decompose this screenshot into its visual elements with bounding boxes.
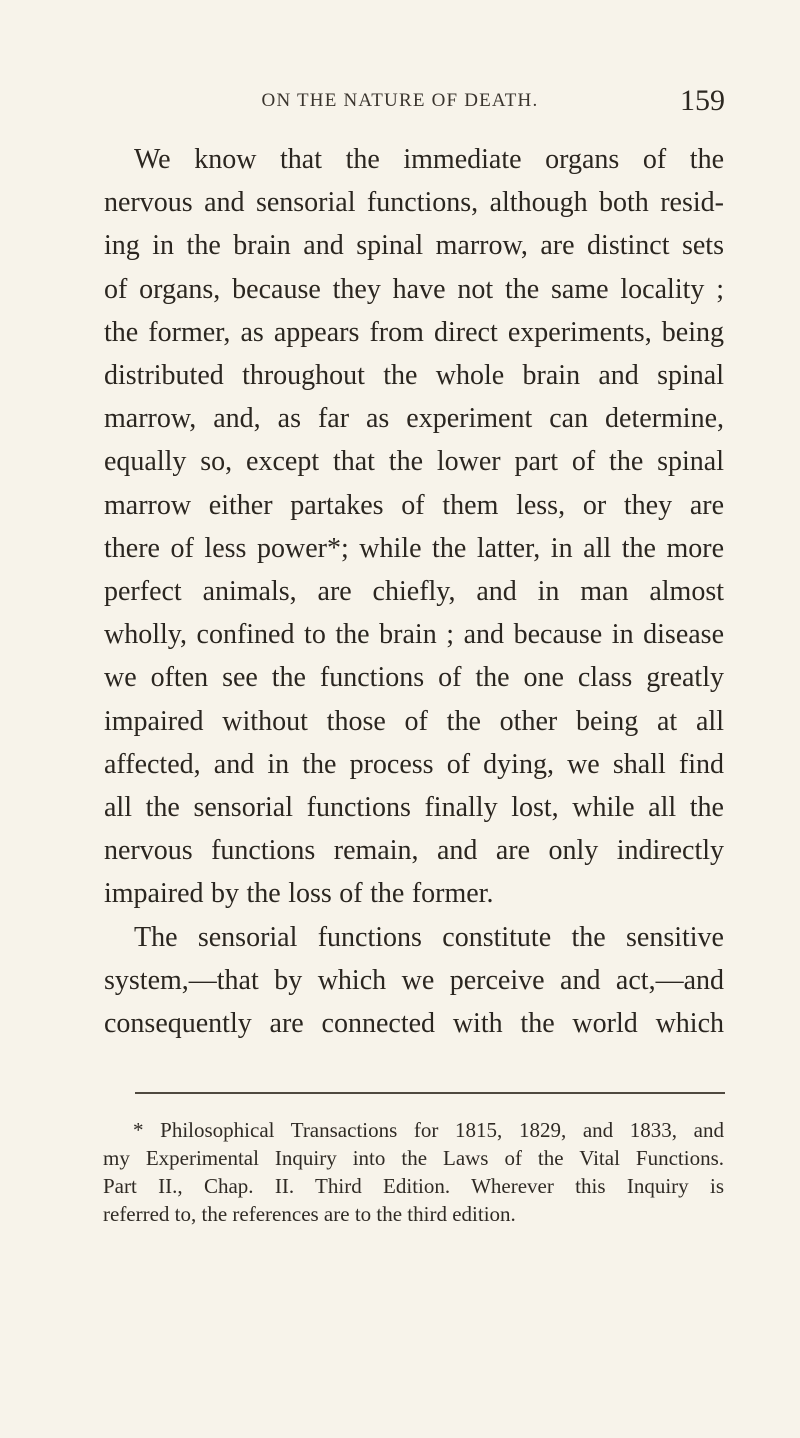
footnote-line: * Philosophical Transactions for 1815, 1829, and 1833, and	[133, 1118, 724, 1142]
text-line: wholly, confined to the brain ; and because in disease	[104, 619, 724, 651]
text-line: impaired without those of the other being at all	[104, 705, 724, 737]
footnote	[103, 1116, 724, 1228]
text-line: there of less power*; while the latter, in all the more	[104, 532, 724, 564]
text-line: ing in the brain and spinal marrow, are distinct sets	[104, 230, 724, 262]
running-header: ON THE NATURE OF DEATH.	[261, 90, 539, 111]
footnote-line: my Experimental Inquiry into the Laws of the Vital Functions.	[103, 1146, 724, 1170]
text-line: system,—that by which we perceive and act,—and	[104, 964, 724, 996]
text-line: consequently are connected with the world which	[104, 1008, 724, 1040]
text-line: impaired by the loss of the former.	[104, 878, 494, 910]
text-line: We know that the immediate organs of the	[134, 144, 724, 175]
text-line: nervous functions remain, and are only indirectly	[104, 835, 724, 867]
text-line: distributed throughout the whole brain and spinal	[104, 360, 724, 392]
footnote-line: Part II., Chap. II. Third Edition. Wherever this Inquiry is	[103, 1174, 724, 1198]
text-line: The sensorial functions constitute the sensitive	[134, 921, 724, 953]
text-line: perfect animals, are chiefly, and in man almost	[104, 576, 724, 608]
text-line: equally so, except that the lower part of the spinal	[104, 446, 724, 478]
text-line: affected, and in the process of dying, we shall find	[104, 748, 724, 780]
footnote-line: referred to, the references are to the third edition.	[103, 1202, 516, 1226]
text-line: all the sensorial functions finally lost, while all the	[104, 792, 724, 824]
footnote-divider	[135, 1092, 725, 1094]
text-line: the former, as appears from direct experiments, being	[104, 316, 724, 348]
text-line: marrow, and, as far as experiment can determine,	[104, 403, 724, 435]
text-line: of organs, because they have not the same locality ;	[104, 273, 724, 305]
text-line: nervous and sensorial functions, although both resid-	[104, 187, 724, 219]
text-line: marrow either partakes of them less, or they are	[104, 489, 724, 521]
main-text	[104, 138, 724, 1045]
text-line: we often see the functions of the one class greatly	[104, 662, 724, 694]
page-number: 159	[680, 84, 725, 117]
